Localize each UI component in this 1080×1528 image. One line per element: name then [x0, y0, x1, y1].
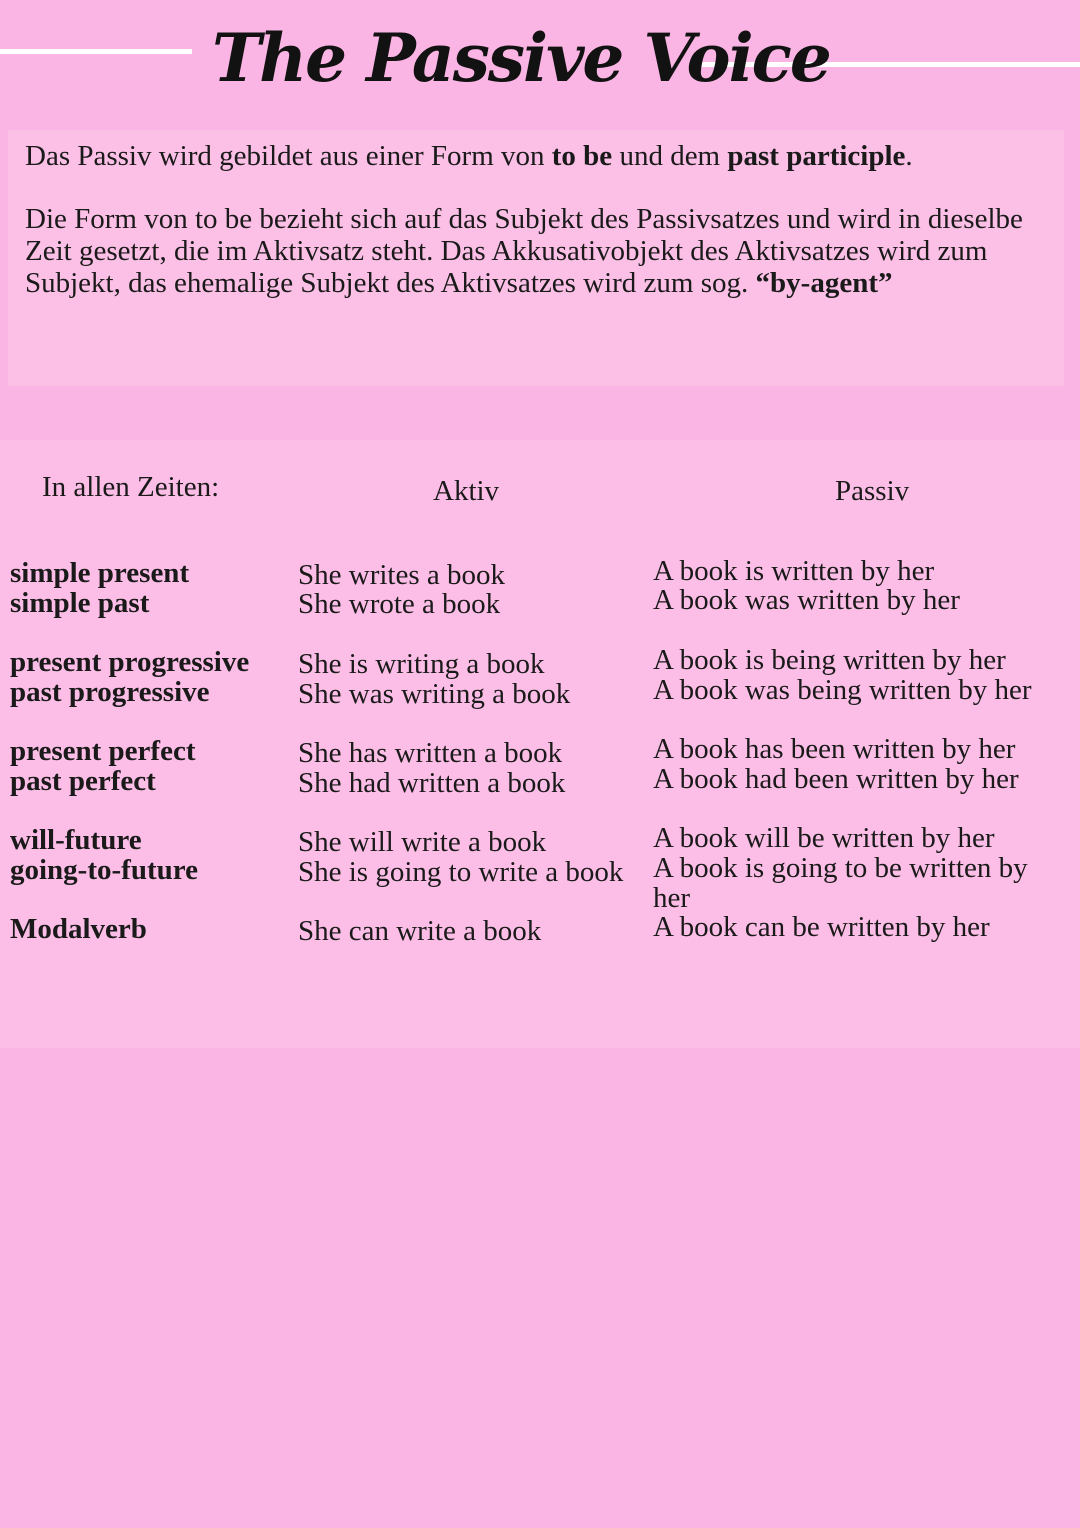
passive-sentence: A book is being written by her [653, 644, 1006, 676]
intro-text [25, 140, 1065, 330]
tense-label: simple present [10, 557, 190, 589]
passive-sentence: A book was being written by her [653, 674, 1032, 706]
passive-sentence: A book is written by her [653, 555, 935, 587]
tense-label: Modalverb [10, 913, 147, 945]
tense-label: will-future [10, 824, 142, 856]
passive-sentence: A book has been written by her [653, 733, 1016, 765]
tense-label: going-to-future [10, 854, 198, 886]
header-active: Aktiv [433, 475, 500, 507]
intro-p2-text: Die Form von to be bezieht sich auf das Subjekt des Passivsatzes und wird in dieselbe Zeit gesetzt, die im Aktivsatz steht. Das Akkusativobjekt des Aktivsatzes wird zum Subjekt, das ehemalige Subjekt des Aktivsatzes wird zum sog. [25, 203, 1023, 299]
tense-label: past progressive [10, 676, 210, 708]
passive-sentence: A book was written by her [653, 584, 960, 616]
intro-p1-text-3: . [905, 140, 913, 172]
active-sentence: She will write a book [298, 826, 547, 858]
title-rule-left [0, 49, 192, 54]
passive-sentence: A book is going to be written by her [653, 852, 1028, 914]
active-sentence: She writes a book [298, 559, 505, 591]
active-sentence: She was writing a book [298, 678, 571, 710]
tense-label: present progressive [10, 646, 250, 678]
intro-p1-bold-to-be: to be [551, 140, 613, 172]
active-sentence: She is going to write a book [298, 856, 624, 888]
active-sentence: She had written a book [298, 767, 566, 799]
intro-p2-bold-by-agent: “by-agent” [755, 267, 893, 299]
header-passive: Passiv [835, 475, 910, 507]
passive-sentence: A book will be written by her [653, 822, 995, 854]
active-sentence: She is writing a book [298, 648, 545, 680]
passive-sentence: A book can be written by her [653, 911, 990, 943]
tense-label: simple past [10, 587, 150, 619]
active-sentence: She wrote a book [298, 588, 501, 620]
passive-sentence: A book had been written by her [653, 763, 1019, 795]
intro-p1-text: Das Passiv wird gebildet aus einer Form von [25, 140, 552, 172]
intro-p1-text-2: und dem [612, 140, 728, 172]
active-sentence: She can write a book [298, 915, 542, 947]
intro-paragraph-2 [25, 203, 1065, 299]
tense-label: past perfect [10, 765, 156, 797]
intro-paragraph-1 [25, 140, 1065, 172]
active-sentence: She has written a book [298, 737, 563, 769]
tense-label: present perfect [10, 735, 196, 767]
page-title: The Passive Voice [212, 19, 830, 97]
intro-p1-bold-past-participle: past participle [727, 140, 906, 172]
header-tenses: In allen Zeiten: [42, 471, 220, 503]
